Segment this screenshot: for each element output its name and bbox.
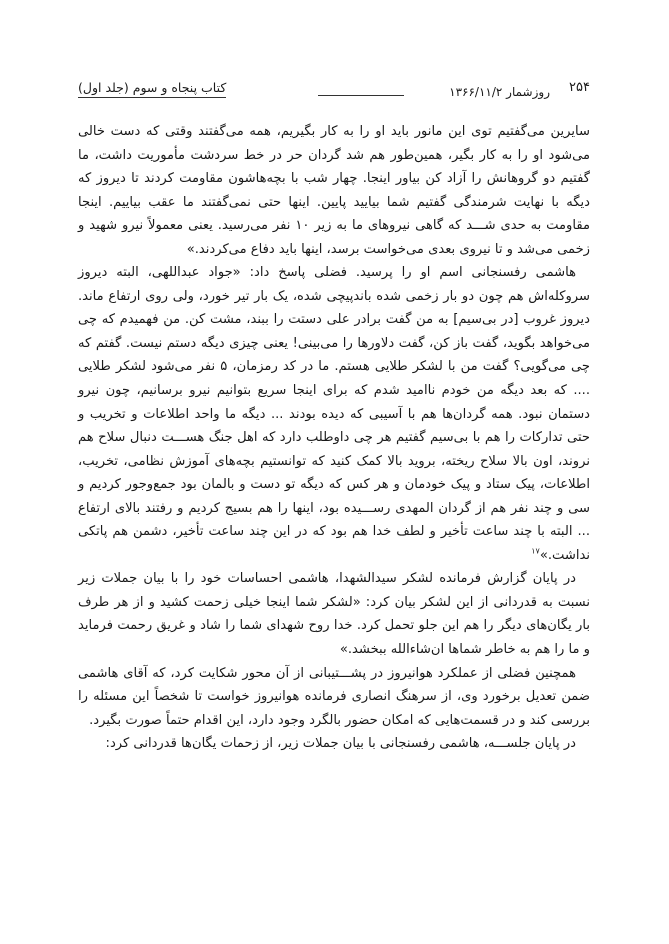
body-text bbox=[78, 120, 590, 756]
paragraph: سایرین می‌گفتیم توی این مانور باید او را به کار بگیریم، همه می‌گفتند وقتی که دست خالی می‌شود او را به کار بگیر، همین‌طور هم شد گردان حر در خط سردشت مأموریت داشت، ما گفتیم دو گروهانش را آزاد کن بیاور اینجا. چهار شب با بچه‌هاشون مقاومت کردند تا دیروز که دیگه با نهایت شرمندگی گفتیم شما بیایید پایین. اینها حتی نمی‌گفتند ما عقب بیاییم. اینجا مقاومت به حدی شـــد که گاهی نیروهای ما به زیر ۱۰ نفر می‌رسید. یعنی معمولاً نیرو شهید و زخمی می‌شد و تا نیروی بعدی می‌خواست برسد، اینها باید دفاع می‌کردند.» bbox=[78, 124, 590, 257]
paragraph: در پایان گزارش فرمانده لشکر سیدالشهدا، هاشمی احساسات خود را با بیان جملات زیر نسبت به قدردانی از این لشکر بیان کرد: «لشکر شما اینجا خیلی زحمت کشید و از هر طرف بار یگان‌های دیگر را هم این جلو تحمل کرد. خدا روح شهدای شما را شاد و غریق رحمت فرماید و ما را هم به خاطر شماها ان‌شاءالله ببخشد.» bbox=[78, 571, 590, 658]
paragraph: در پایان جلســـه، هاشمی رفسنجانی با بیان جملات زیر، از زحمات یگان‌ها قدردانی کرد: bbox=[105, 736, 576, 752]
paragraph-text: هاشمی رفسنجانی اسم او را پرسید. فضلی پاسخ داد: «جواد عبداللهی، البته دیروز سروکله‌اش هم چون دو بار زخمی شده باندپیچی شده، یک بار تیر خورد، ولی روی ارتفاع ماند. دیروز غروب [در بی‌سیم] به من گفت برادر علی دستت را ببند، مشت کن. من فهمیدم که چی می‌خواهد بگوید، گفت باز کن، گفت دلاورها را می‌بینی! یعنی چیزی دیگه دستم نیست. گفتم که چی می‌گویی؟ گفت من با لشکر طلایی هستم. ما در کد رمزمان، ۵ نفر می‌شود لشکر طلایی .... که بعد دیگه من خودم ناامید شدم که برای اینجا سریع بتوانیم نیرو برسانیم، چون نیرو دستمان نبود. همه گردان‌ها هم با آسیبی که دیده بودند ... دیگه ما واحد اطلاعات و تخریب و حتی تدارکات را هم با بی‌سیم گفتیم هر چی داوطلب دارد که اهل جنگ هســـت دنبال سلاح هم نروند، اون بالا سلاح ریخته، بروید بالا کمک کنید که توانستیم بچه‌های آموزش نظامی، تخریب، اطلاعات، پیک ستاد و پیک خودمان و هر کس که دیگه تو دست و بالمان بود جمع‌وجور کردیم و سی و چند نفر هم از گردان المهدی رســـیده بود، اینها را هم بسیج کردیم و رفتند بالای ارتفاع ... البته با چند ساعت تأخیر و لطف خدا هم بود که در این چند ساعت تأخیر، دشمن هم پاتکی نداشت.» bbox=[78, 265, 591, 563]
page-header bbox=[78, 80, 590, 100]
paragraph: همچنین فضلی از عملکرد هوانیروز در پشـــتیبانی از آن محور شکایت کرد، که آقای هاشمی ضمن تعدیل برخورد وی، از سرهنگ انصاری فرمانده هوانیروز خواست تا شخصاً این مسئله را بررسی کند و در قسمت‌هایی که امکان حضور بالگرد وجود دارد، این اقدام حتماً صورت بگیرد. bbox=[78, 665, 590, 728]
footnote-reference: ۱۷ bbox=[531, 546, 540, 556]
page-number: ۲۵۴ bbox=[569, 80, 590, 95]
paragraph bbox=[78, 261, 590, 567]
book-title: کتاب پنجاه و سوم (جلد اول) bbox=[78, 80, 226, 98]
header-rule bbox=[318, 95, 404, 96]
journal-date: روزشمار ۱۳۶۶/۱۱/۲ bbox=[449, 85, 550, 99]
